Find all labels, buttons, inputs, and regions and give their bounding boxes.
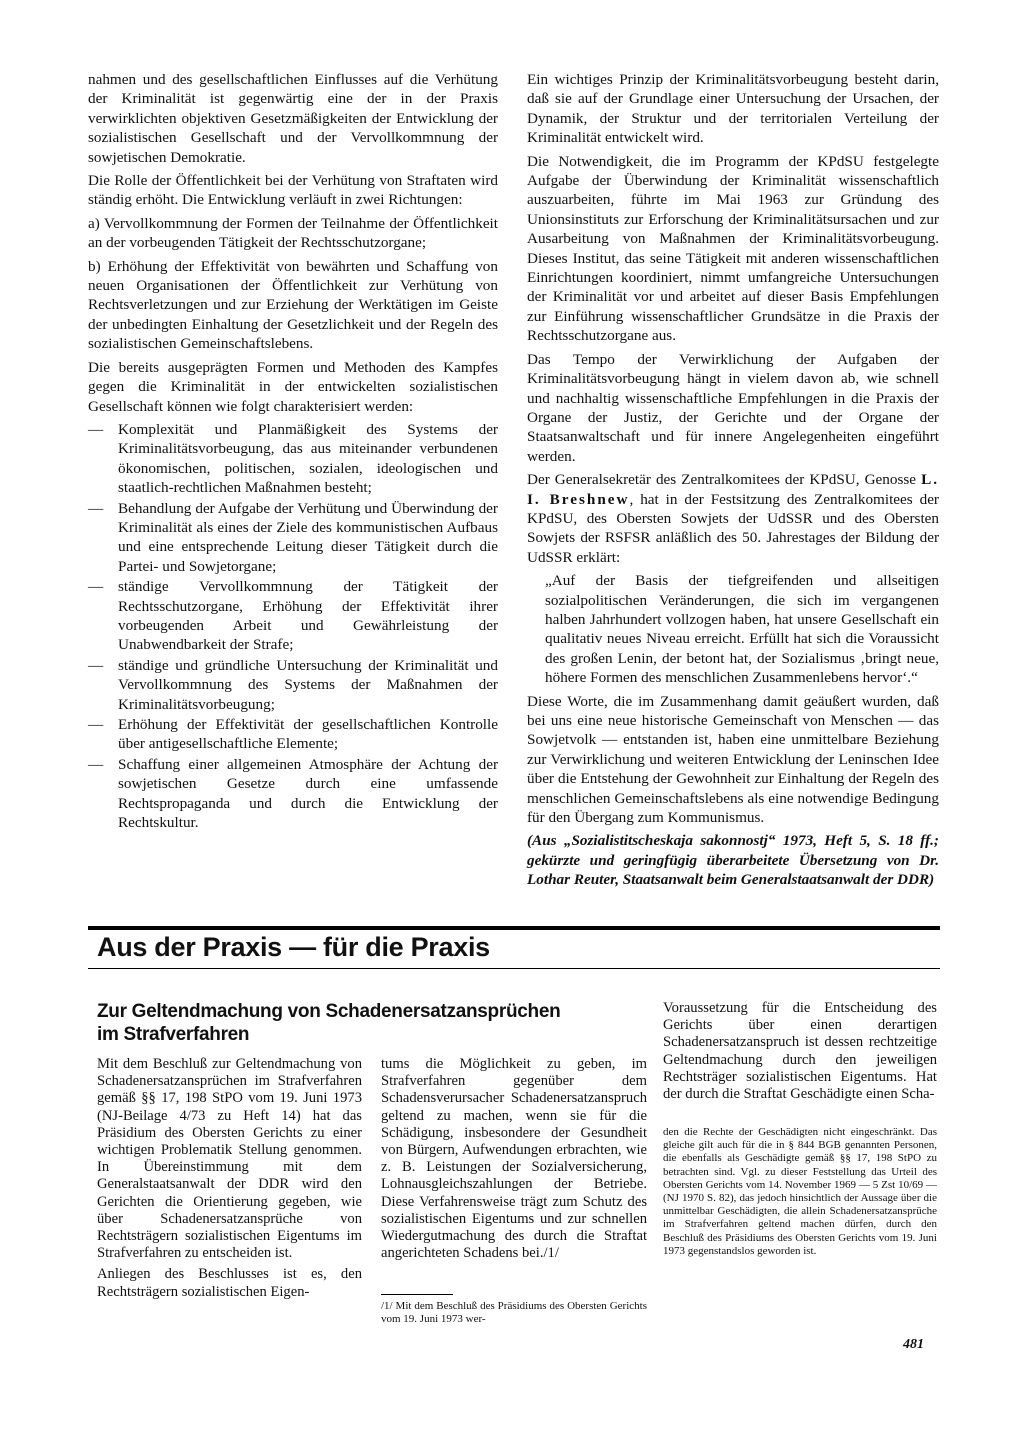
footnote [381, 1300, 647, 1328]
footnote-text: den die Rechte der Geschädigten nicht eingeschränkt. Das gleiche gilt auch für die in § 844 BGB genannten Personen, die ebenfalls als Geschädigte gemäß §§ 17, 198 StPO zu betrachten sind. Vgl. zu dieser Feststellung das Urteil des Obersten Gerichts vom 14. November 1969 — 5 Zst 10/69 — (NJ 1970 S. 82), das jedoch hinsichtlich der Aussage über die unmittelbar Geschädigten, die allein Schadenersatzansprüche im Strafverfahren geltend machen dürfen, durch den Beschluß des Präsidiums des Obersten Gerichts vom 19. Juni 1973 gegenstandslos geworden ist. [663, 1126, 937, 1257]
paragraph: Die Rolle der Öffentlichkeit bei der Verhütung von Straftaten wird ständig erhöht. Die Entwicklung verläuft in zwei Richtungen: [88, 172, 498, 209]
paragraph: Die Notwendigkeit, die im Programm der KPdSU festgelegte Aufgabe der Überwindung der Kriminalität wissenschaftlich auszuarbeiten, führte im Mai 1963 zur Gründung des Unionsinstituts zur Erforschung der Kriminalitätsursachen und zur Ausarbeitung von Maßnahmen der Kriminalitätsvorbeugung. Dieses Institut, das seine Tätigkeit mit anderen wissenschaftlichen Einrichtungen koordiniert, nimmt umfangreiche Untersuchungen der Kriminalität vor und arbeitet auf dieser Basis Empfehlungen zur Einführung wissenschaftlicher Grundsätze in die Praxis der Rechtsschutzorgane aus. [527, 152, 939, 345]
article-column-2 [381, 1056, 647, 1266]
paragraph [527, 470, 939, 567]
paragraph: Ein wichtiges Prinzip der Kriminalitätsvorbeugung besteht darin, daß sie auf der Grundlage einer Untersuchung der Ursachen, der Dynamik, der Struktur und der territorialen Verteilung der Kriminalität entwickelt wird. [527, 71, 939, 147]
paragraph: nahmen und des gesellschaftlichen Einflusses auf die Verhütung der Kriminalität ist gegenwärtig eine der in der Praxis verwirklichten objektiven Gesetzmäßigkeiten der Entwicklung der sozialistischen Gesellschaft und der Vervollkommnung der sowjetischen Demokratie. [88, 71, 498, 166]
section-rule-bottom [88, 968, 940, 969]
paragraph: Das Tempo der Verwirklichung der Aufgaben der Kriminalitätsvorbeugung hängt in vielem davon ab, wie schnell und nachhaltig wissenschaftliche Empfehlungen in die Praxis der Organe der Justiz, der Gerichte und der Organe der Staatsanwaltschaft und für innere Angelegenheiten eingeführt werden. [527, 350, 939, 465]
footnote-text: /1/ Mit dem Beschluß des Präsidiums des Obersten Gerichts vom 19. Juni 1973 wer- [381, 1300, 647, 1326]
footnote-rule [381, 1294, 453, 1295]
paragraph: Mit dem Beschluß zur Geltendmachung von Schadenersatzansprüchen im Strafverfahren gemäß §§ 17, 198 StPO vom 19. Juni 1973 (NJ-Beilage 4/73 zu Heft 14) hat das Präsidium des Obersten Gerichts zu einer wichtigen Problematik Stellung genommen. In Übereinstimmung mit dem Generalstaatsanwalt der DDR wird den Gerichten die Orientierung gegeben, wie über Schadenersatzansprüche von Rechtsträgern sozialistischen Eigentums im Strafverfahren zu entscheiden ist. [97, 1056, 362, 1262]
list-item: — Behandlung der Aufgabe der Verhütung und Überwindung der Kriminalität als eines der Ziele des kommunistischen Aufbaus und eine entsprechende Leitung dieser Tätigkeit durch die Partei- und Sowjetorgane; [88, 499, 498, 577]
list-item: — Schaffung einer allgemeinen Atmosphäre der Achtung der sowjetischen Gesetze durch eine umfassende Rechtspropaganda und durch die Entwicklung der Rechtskultur. [88, 755, 498, 833]
paragraph: Voraussetzung für die Entscheidung des Gerichts über einen derartigen Schadenersatzanspruch ist dessen rechtzeitige Geltendmachung durch den jeweiligen Rechtsträger sozialistischen Eigentums. Hat der durch die Straftat Geschädigte einen Scha- [663, 1000, 937, 1103]
dash-list [88, 420, 498, 833]
source-citation: (Aus „Sozialistitscheskaja sakonnostj“ 1973, Heft 5, S. 18 ff.; gekürzte und geringfügig überarbeitete Übersetzung von Dr. Lothar Reuter, Staatsanwalt beim Generalstaatsanwalt der DDR) [527, 832, 939, 889]
list-item: — ständige und gründliche Untersuchung der Kriminalität und Vervollkommnung des Systems der Maßnahmen der Kriminalitätsvorbeugung; [88, 656, 498, 714]
list-item: — Komplexität und Planmäßigkeit des Systems der Kriminalitätsvorbeugung, das aus miteinander verbundenen ökonomischen, politischen, sozialen, ideologischen und staatlich-rechtlichen Maßnahmen besteht; [88, 420, 498, 498]
paragraph: Die bereits ausgeprägten Formen und Methoden des Kampfes gegen die Kriminalität in der entwickelten sozialistischen Gesellschaft können wie folgt charakterisiert werden: [88, 358, 498, 415]
paragraph: tums die Möglichkeit zu geben, im Strafverfahren gegenüber dem Schadensverursacher Schadenersatzanspruch geltend zu machen, wenn sie für die Schädigung, insbesondere der Gesundheit von Bürgern, Aufwendungen erbrachten, wie z. B. Leistungen der Sozialversicherung, Lohnausgleichszahlungen der Betriebe. Diese Verfahrensweise trägt zum Schutz des sozialistischen Eigentums und zur schnellen Wiedergutmachung des durch die Straftat angerichteten Schadens bei./1/ [381, 1056, 647, 1262]
paragraph: a) Vervollkommnung der Formen der Teilnahme der Öffentlichkeit an der vorbeugenden Tätigkeit der Rechtsschutzorgane; [88, 214, 498, 252]
page-number: 481 [903, 1337, 924, 1352]
paragraph-text: , hat in der Festsitzung des Zentralkomitees der KPdSU, des Obersten Sowjets der UdSSR und des Obersten Sowjets der RSFSR anläßlich des 50. Jahrestages der Bildung der UdSSR erklärt: [527, 490, 939, 566]
list-item: — ständige Vervollkommnung der Tätigkeit der Rechtsschutzorgane, Erhöhung der Effektivität ihrer vorbeugenden Arbeit und Gewährleistung der Unabwendbarkeit der Strafe; [88, 577, 498, 655]
paragraph: Diese Worte, die im Zusammenhang damit geäußert wurden, daß bei uns eine neue historische Gemeinschaft von Menschen — das Sowjetvolk — entstanden ist, haben eine unmittelbare Beziehung zur Verwirklichung und weiteren Entwicklung der Leninschen Idee über die Entstehung der Gewohnheit zur Einhaltung der Regeln des menschlichen Gemeinschaftslebens als eine notwendige Bedingung für den Übergang zum Kommunismus. [527, 692, 939, 827]
upper-right-column [527, 70, 939, 894]
paragraph-text: Der Generalsekretär des Zentralkomitees der KPdSU, Genosse [527, 471, 922, 489]
list-item: — Erhöhung der Effektivität der gesellschaftlichen Kontrolle über antigesellschaftliche Elemente; [88, 715, 498, 754]
paragraph: b) Erhöhung der Effektivität von bewährten und Schaffung von neuen Organisationen der Öffentlichkeit zur Verhütung von Rechtsverletzungen und zur Erziehung der Werktätigen im Geiste der unbedingten Einhaltung der Gesetzlichkeit und der Regeln des sozialistischen Gemeinschaftslebens. [88, 257, 498, 353]
section-title: Aus der Praxis — für die Praxis [97, 932, 490, 962]
upper-left-column [88, 70, 498, 834]
footnote-continuation [663, 1126, 937, 1260]
person-name: L. I. Breshnew [527, 471, 939, 508]
paragraph: Anliegen des Beschlusses ist es, den Rechtsträgern sozialistischen Eigen- [97, 1266, 362, 1300]
article-column-1 [97, 1056, 362, 1305]
article-column-3 [663, 1000, 937, 1107]
block-quote: „Auf der Basis der tiefgreifenden und allseitigen sozialpolitischen Veränderungen, die sich im vergangenen halben Jahrhundert vollzogen haben, hat unsere Gesellschaft ein qualitativ neues Niveau erreicht. Erfüllt hat sich die Voraussicht des großen Lenin, der betont hat, der Sozialismus ‚bringt neue, höhere Formen des menschlichen Zusammenlebens hervor‘.“ [545, 572, 939, 687]
section-rule-top [88, 926, 940, 930]
article-title: Zur Geltendmachung von Schadenersatzansprüchen im Strafverfahren [97, 1001, 561, 1045]
